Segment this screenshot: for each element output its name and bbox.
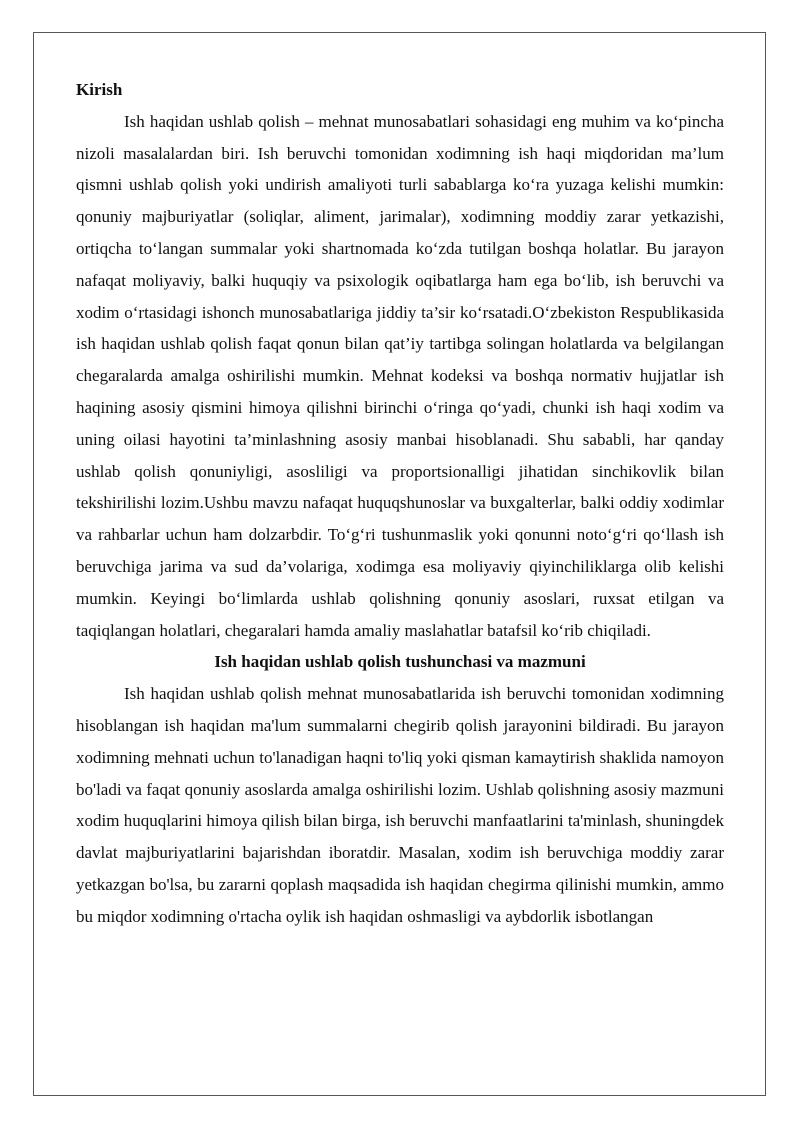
intro-heading: Kirish xyxy=(76,80,123,99)
section-paragraph: Ish haqidan ushlab qolish mehnat munosabatlarida ish beruvchi tomonidan xodimning hisoblangan ish haqidan ma'lum summalarni chegirib qolish jarayonini bildiradi. Bu jarayon xodimning mehnati uchun to'lanadigan haqni to'liq yoki qisman kamaytirish shaklida namoyon bo'ladi va faqat qonuniy asoslarda amalga oshirilishi lozim. Ushlab qolishning asosiy mazmuni xodim huquqlarini himoya qilish bilan birga, ish beruvchi manfaatlarini ta'minlash, shuningdek davlat majburiyatlarini bajarishdan iboratdir. Masalan, xodim ish beruvchiga moddiy zarar yetkazgan bo'lsa, bu zararni qoplash maqsadida ish haqidan chegirma qilinishi mumkin, ammo bu miqdor xodimning o'rtacha oylik ish haqidan oshmasligi va aybdorlik isbotlangan xyxy=(76,684,724,926)
document-body xyxy=(76,74,724,933)
intro-paragraph: Ish haqidan ushlab qolish – mehnat munosabatlari sohasidagi eng muhim va ko‘pincha nizoli masalalardan biri. Ish beruvchi tomonidan xodimning ish haqi miqdoridan ma’lum qismni ushlab qolish yoki undirish amaliyoti turli sabablarga ko‘ra yuzaga kelishi mumkin: qonuniy majburiyatlar (soliqlar, aliment, jarimalar), xodimning moddiy zarar yetkazishi, ortiqcha to‘langan summalar yoki shartnomada ko‘zda tutilgan boshqa holatlar. Bu jarayon nafaqat moliyaviy, balki huquqiy va psixologik oqibatlarga ham ega bo‘lib, ish beruvchi va xodim o‘rtasidagi ishonch munosabatlariga jiddiy ta’sir ko‘rsatadi.O‘zbekiston Respublikasida ish haqidan ushlab qolish faqat qonun bilan qat’iy tartibga solingan holatlarda va belgilangan chegaralarda amalga oshirilishi mumkin. Mehnat kodeksi va boshqa normativ hujjatlar ish haqining asosiy qismini himoya qilishni birinchi o‘ringa qo‘yadi, chunki ish haqi xodim va uning oilasi hayotini ta’minlashning asosiy manbai hisoblanadi. Shu sababli, har qanday ushlab qolish qonuniyligi, asosliligi va proportsionalligi jihatidan sinchikovlik bilan tekshirilishi lozim.Ushbu mavzu nafaqat huquqshunoslar va buxgalterlar, balki oddiy xodimlar va rahbarlar uchun ham dolzarbdir. To‘g‘ri tushunmaslik yoki qonunni noto‘g‘ri qo‘llash ish beruvchiga jarima va sud da’volariga, xodimga esa moliyaviy qiyinchiliklarga olib kelishi mumkin. Keyingi bo‘limlarda ushlab qolishning qonuniy asoslari, ruxsat etilgan va taqiqlangan holatlari, chegaralari hamda amaliy maslahatlar batafsil ko‘rib chiqiladi. xyxy=(76,111,724,640)
section-heading: Ish haqidan ushlab qolish tushunchasi va mazmuni xyxy=(214,652,586,672)
